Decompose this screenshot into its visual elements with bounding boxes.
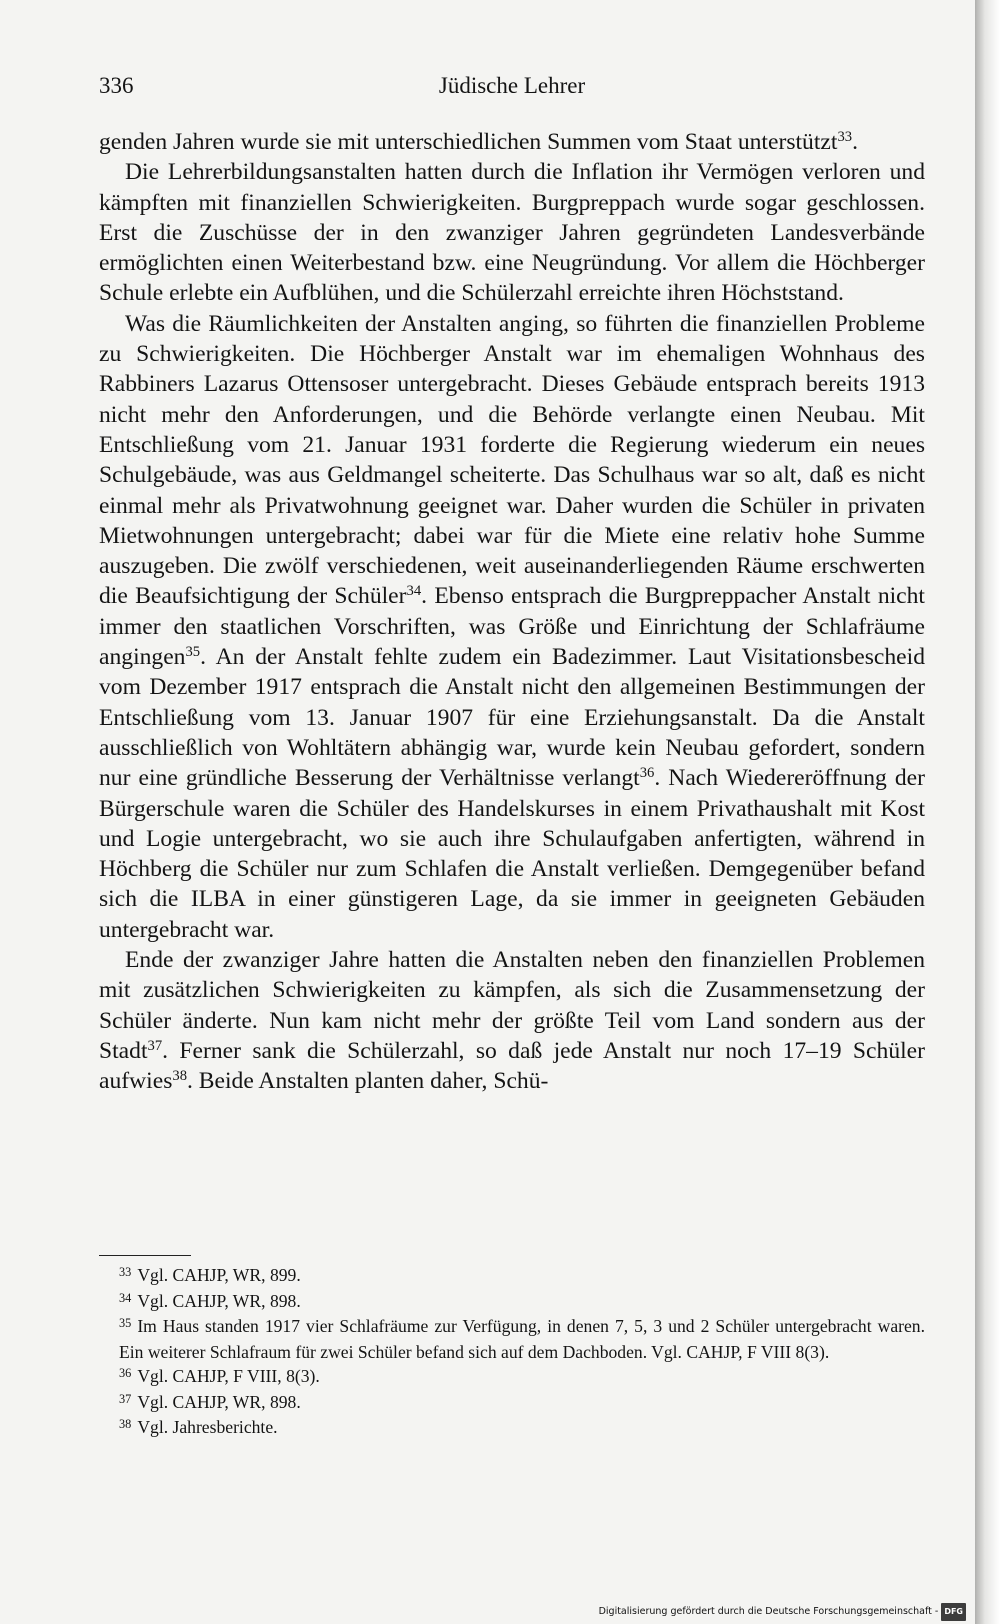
- paragraph-text: . Ferner sank die Schülerzahl, so daß jede Anstalt nur noch 17–19 Schüler aufwies: [99, 1037, 925, 1095]
- footnote-number: 36: [119, 1365, 132, 1380]
- footnote-separator: [99, 1255, 191, 1256]
- footnote: [99, 1391, 925, 1417]
- paragraph: [99, 157, 925, 308]
- paragraph-text: Die Lehrerbildungsanstalten hatten durch die Inflation ihr Vermögen verloren und kämpften mit finanziellen Schwierigkeiten. Burgpreppach wurde sogar geschlossen. Erst die Zuschüsse der in den zwanziger Jahren gegründeten Landesverbände ermöglichten einen Weiterbestand bzw. eine Neugründung. Vor allem die Höchberger Schule erlebte ein Aufblühen, und die Schülerzahl erreichte ihren Höchststand.: [99, 159, 925, 307]
- paragraph-text: . Nach Wiedereröffnung der Bürgerschule waren die Schüler des Handelskurses in einem Privathaushalt mit Kost und Logie untergebracht, wo sie auch ihre Schulaufgaben anfertigten, während in Höchberg die Schüler nur zum Schlafen die Anstalt verließen. Demgegenüber befand sich die ILBA in einer günstigeren Lage, da sie immer in geeigneten Gebäuden untergebracht war.: [99, 765, 925, 943]
- footnotes: [99, 1264, 925, 1442]
- paragraph-text: genden Jahren wurde sie mit unterschiedlichen Summen vom Staat unterstützt: [99, 129, 838, 155]
- body-text: [99, 127, 925, 1097]
- footnote-text: Vgl. CAHJP, F VIII, 8(3).: [137, 1365, 320, 1386]
- running-title: Jüdische Lehrer: [438, 73, 586, 98]
- page-edge: [975, 0, 1000, 1624]
- footnote: [99, 1416, 925, 1442]
- footnote-ref: 33: [837, 128, 853, 145]
- footnote-text: Vgl. Jahresberichte.: [137, 1417, 278, 1438]
- footnote-ref: 37: [147, 1037, 163, 1054]
- footnote: [99, 1365, 925, 1391]
- footnote-text: Vgl. CAHJP, WR, 898.: [137, 1391, 301, 1412]
- paragraph-text: . Ebenso entsprach die Burgpreppacher Anstalt nicht immer den staatlichen Vorschriften, was Größe und Einrichtung der Schlafräume angingen: [99, 583, 925, 671]
- paragraph-text: . Beide Anstalten planten daher, Schü-: [187, 1068, 549, 1095]
- footnote-text: Im Haus standen 1917 vier Schlafräume zur Verfügung, in denen 7, 5, 3 und 2 Schüler untergebracht waren. Ein weiterer Schlafraum für zwei Schüler befand sich auf dem Dachboden. Vgl. CAHJP, F VIII 8(3).: [119, 1316, 925, 1363]
- running-head: [99, 70, 925, 102]
- footnote: [99, 1264, 925, 1290]
- paragraph: [99, 309, 925, 945]
- footnote-number: 38: [119, 1417, 132, 1432]
- paragraph-text: Ende der zwanziger Jahre hatten die Anstalten neben den finanziellen Problemen mit zusätzlichen Schwierigkeiten zu kämpfen, als sich die Zusammensetzung der Schüler änderte. Nun kam nicht mehr der größte Teil vom Land sondern aus der Stadt: [99, 947, 925, 1064]
- footnote-number: 35: [119, 1316, 132, 1331]
- paragraph: [99, 127, 925, 157]
- paragraph-text: .: [852, 129, 858, 155]
- footnote-text: Vgl. CAHJP, WR, 898.: [137, 1290, 301, 1311]
- dfg-logo: DFG: [941, 1603, 966, 1621]
- footnote-number: 34: [119, 1290, 132, 1305]
- paragraph-text: . An der Anstalt fehlte zudem ein Badezimmer. Laut Visitationsbescheid vom Dezember 1917 entsprach die Anstalt nicht den allgemeinen Bestimmungen der Entschließung vom 13. Januar 1907 für eine Erziehungsanstalt. Da die Anstalt ausschließlich von Wohltätern abhängig war, wurde kein Neubau gefordert, sondern nur eine gründliche Besserung der Verhältnisse verlangt: [99, 644, 925, 792]
- footnote-ref: 38: [172, 1068, 187, 1085]
- footnote-ref: 36: [639, 765, 655, 782]
- credit-text: Digitalisierung gefördert durch die Deutsche Forschungsgemeinschaft -: [598, 1606, 939, 1617]
- footnote: [99, 1315, 925, 1364]
- footnote-ref: 34: [406, 583, 422, 600]
- footnote-number: 33: [119, 1265, 132, 1280]
- paragraph: [99, 945, 925, 1096]
- footnote: [99, 1290, 925, 1316]
- page-number: 336: [99, 73, 134, 98]
- footnote-ref: 35: [185, 644, 201, 660]
- footnote-text: Vgl. CAHJP, WR, 899.: [137, 1265, 301, 1285]
- footnote-number: 37: [119, 1391, 132, 1406]
- paragraph-text: Was die Räumlichkeiten der Anstalten anging, so führten die finanziellen Probleme zu Schwierigkeiten. Die Höchberger Anstalt war im ehemaligen Wohnhaus des Rabbiners Lazarus Ottensoser untergebracht. Dieses Gebäude entsprach bereits 1913 nicht mehr den Anforderungen, und die Behörde verlangte einen Neubau. Mit Entschließung vom 21. Januar 1931 forderte die Regierung wiederum ein neues Schulgebäude, was aus Geldmangel scheiterte. Das Schulhaus war so alt, daß es nicht einmal mehr als Privatwohnung geeignet war. Daher wurden die Schüler in privaten Mietwohnungen untergebracht; dabei war für die Miete eine relativ hohe Summe auszugeben. Die zwölf verschiedenen, weit auseinanderliegenden Räume erschwerten die Beaufsichtigung der Schüler: [99, 310, 925, 610]
- digitization-credit: [599, 1604, 966, 1620]
